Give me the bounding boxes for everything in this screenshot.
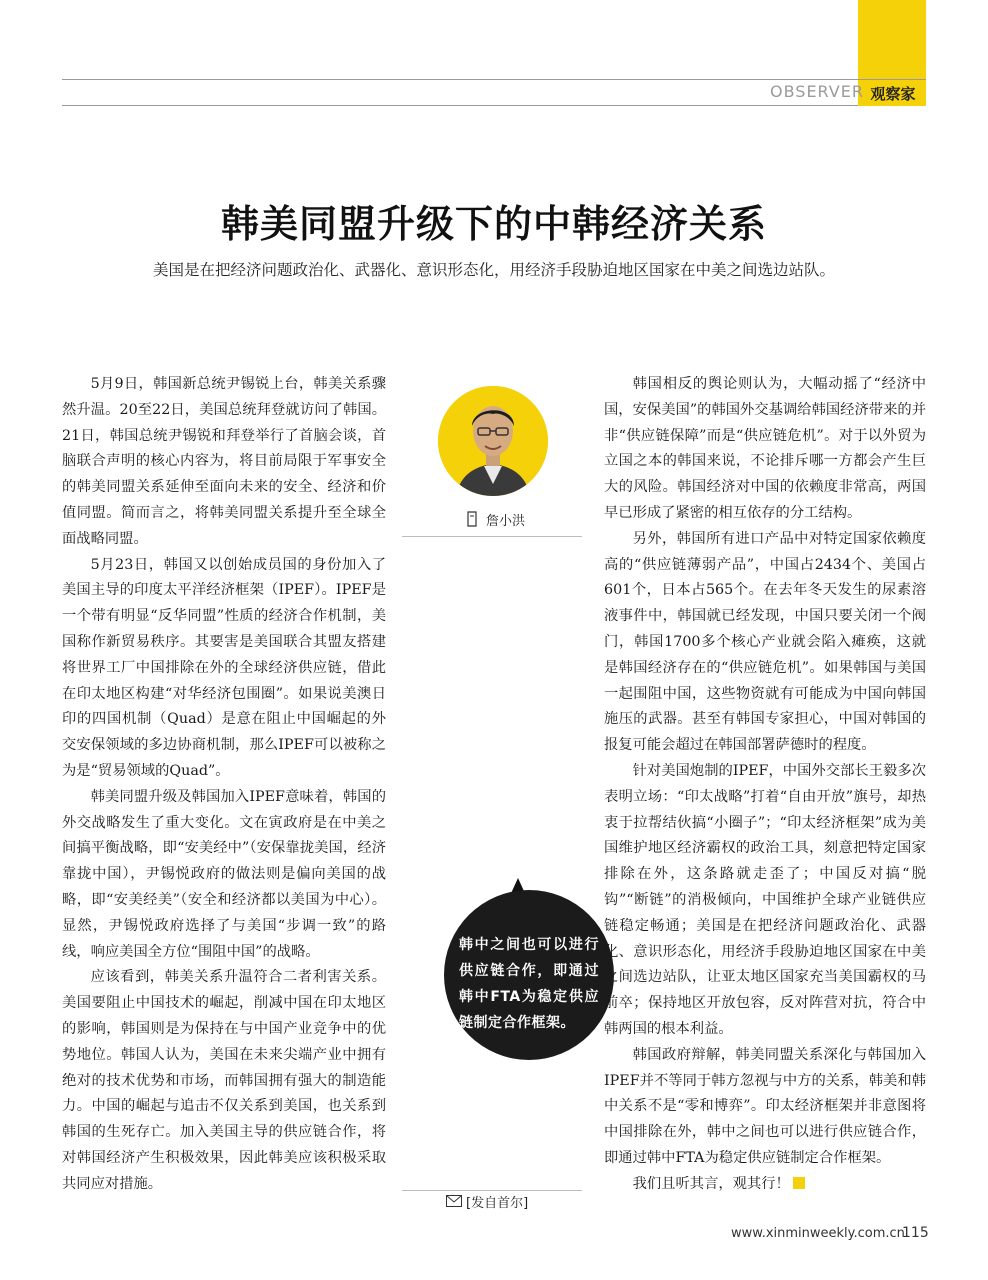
page-number: 115 <box>902 1225 929 1241</box>
author-name: 詹小洪 <box>486 514 526 529</box>
paragraph-closing <box>604 1172 926 1198</box>
paragraph: 针对美国炮制的IPEF，中国外交部长王毅多次表明立场：“印太战略”打着“自由开放”旗号，却热衷于拉帮结伙搞“小圈子”；“印太经济框架”成为美国维护地区经济霸权的政治工具，刻意把特定国家排除在外，这条路就走歪了；中国反对搞“脱钩”“断链”的消极倾向，中国维护全球产业链供应链稳定畅通；美国是在把经济问题政治化、武器化、意识形态化，用经济手段胁迫地区国家在中美之间选边站队，让亚太地区国家充当美国霸权的马前卒；保持地区开放包容，反对阵营对抗，符合中韩两国的根本利益。 <box>604 762 926 1037</box>
section-label: 观察家 <box>870 85 916 103</box>
pen-icon <box>465 511 479 527</box>
article-title: 韩美同盟升级下的中韩经济关系 <box>220 202 767 246</box>
author-avatar <box>438 386 548 496</box>
end-mark-icon <box>793 1177 805 1189</box>
dateline-text: [发自首尔] <box>466 1196 529 1211</box>
header-rule-top <box>62 79 926 80</box>
mail-icon <box>446 1195 462 1207</box>
header-rule-bottom <box>62 105 858 106</box>
paragraph: 应该看到，韩美关系升温符合二者利害关系。美国要阻止中国技术的崛起，削减中国在印太地区的影响，韩国则是为保持在与中国产业竞争中的优势地位。韩国人认为，美国在未来尖端产业中拥有绝对的技术优势和市场，而韩国拥有强大的制造能力。中国的崛起与追击不仅关系到美国，也关系到韩国的生死存亡。加入美国主导的供应链合作，将对韩国经济产生积极效果，因此韩美应该积极采取共同应对措施。 <box>62 969 386 1192</box>
author-byline <box>402 506 582 537</box>
paragraph: 韩国相反的舆论则认为，大幅动摇了“经济中国，安保美国”的韩国外交基调给韩国经济带来的并非“供应链保障”而是“供应链危机”。对于以外贸为立国之本的韩国来说，不论排斥哪一方都会产生巨大的风险。韩国经济对中国的依赖度非常高，两国早已形成了紧密的相互依存的分工结构。 <box>604 376 926 521</box>
dateline <box>402 1190 582 1213</box>
left-column <box>62 372 386 1198</box>
right-column <box>604 372 926 1198</box>
author-portrait-icon <box>438 386 548 496</box>
paragraph: 5月9日，韩国新总统尹锡锐上台，韩美关系骤然升温。20至22日，美国总统拜登就访问了韩国。21日，韩国总统尹锡锐和拜登举行了首脑会谈，首脑联合声明的核心内容为，将目前局限于军事安全的韩美同盟关系延伸至面向未来的安全、经济和价值同盟。简而言之，将韩美同盟关系提升至全球全面战略同盟。 <box>62 376 386 547</box>
paragraph: 韩美同盟升级及韩国加入IPEF意味着，韩国的外交战略发生了重大变化。文在寅政府是在中美之间搞平衡战略，即“安美经中”（安保靠拢美国，经济靠拢中国），尹锡悦政府的做法则是偏向美国的战略，即“安美经美”（安全和经济都以美国为中心）。显然，尹锡悦政府选择了与美国“步调一致”的路线，响应美国全方位“围阻中国”的战略。 <box>62 788 386 960</box>
paragraph: 韩国政府辩解，韩美同盟关系深化与韩国加入IPEF并不等同于韩方忽视与中方的关系，韩美和韩中关系不是“零和博弈”。印太经济框架并非意图将中国排除在外，韩中之间也可以进行供应链合作，即通过韩中FTA为稳定供应链制定合作框架。 <box>604 1046 926 1166</box>
footer-url[interactable]: www.xinminweekly.com.cn <box>731 1226 905 1241</box>
pull-quote-text: 韩中之间也可以进行供应链合作，即通过韩中FTA为稳定供应链制定合作框架。 <box>459 937 599 1031</box>
closing-text: 我们且听其言，观其行！ <box>632 1175 790 1192</box>
paragraph: 另外，韩国所有进口产品中对特定国家依赖度高的“供应链薄弱产品”，中国占2434个、美国占601个，日本占565个。在去年冬天发生的尿素溶液事件中，韩国就已经发现，中国只要关闭一个阀门，韩国1700多个核心产业就会陷入瘫痪，这就是韩国经济存在的“供应链危机”。如果韩国与美国一起围阻中国，这些物资就有可能成为中国向韩国施压的武器。甚至有韩国专家担心，中国对韩国的报复可能会超过在韩国部署萨德时的程度。 <box>604 530 926 754</box>
article-subtitle: 美国是在把经济问题政治化、武器化、意识形态化，用经济手段胁迫地区国家在中美之间选边站队。 <box>152 261 835 279</box>
paragraph: 5月23日，韩国又以创始成员国的身份加入了美国主导的印度太平洋经济框架（IPEF）。IPEF是一个带有明显“反华同盟”性质的经济合作机制，美国称作新贸易秩序。其要害是美国联合其盟友搭建将世界工厂中国排除在外的全球经济供应链，借此在印太地区构建“对华经济包围圈”。如果说美澳日印的四国机制（Quad）是意在阻止中国崛起的外交安保领域的多边协商机制，那么IPEF可以被称之为是“贸易领域的Quad”。 <box>62 556 386 779</box>
observer-label: OBSERVER <box>770 82 864 101</box>
